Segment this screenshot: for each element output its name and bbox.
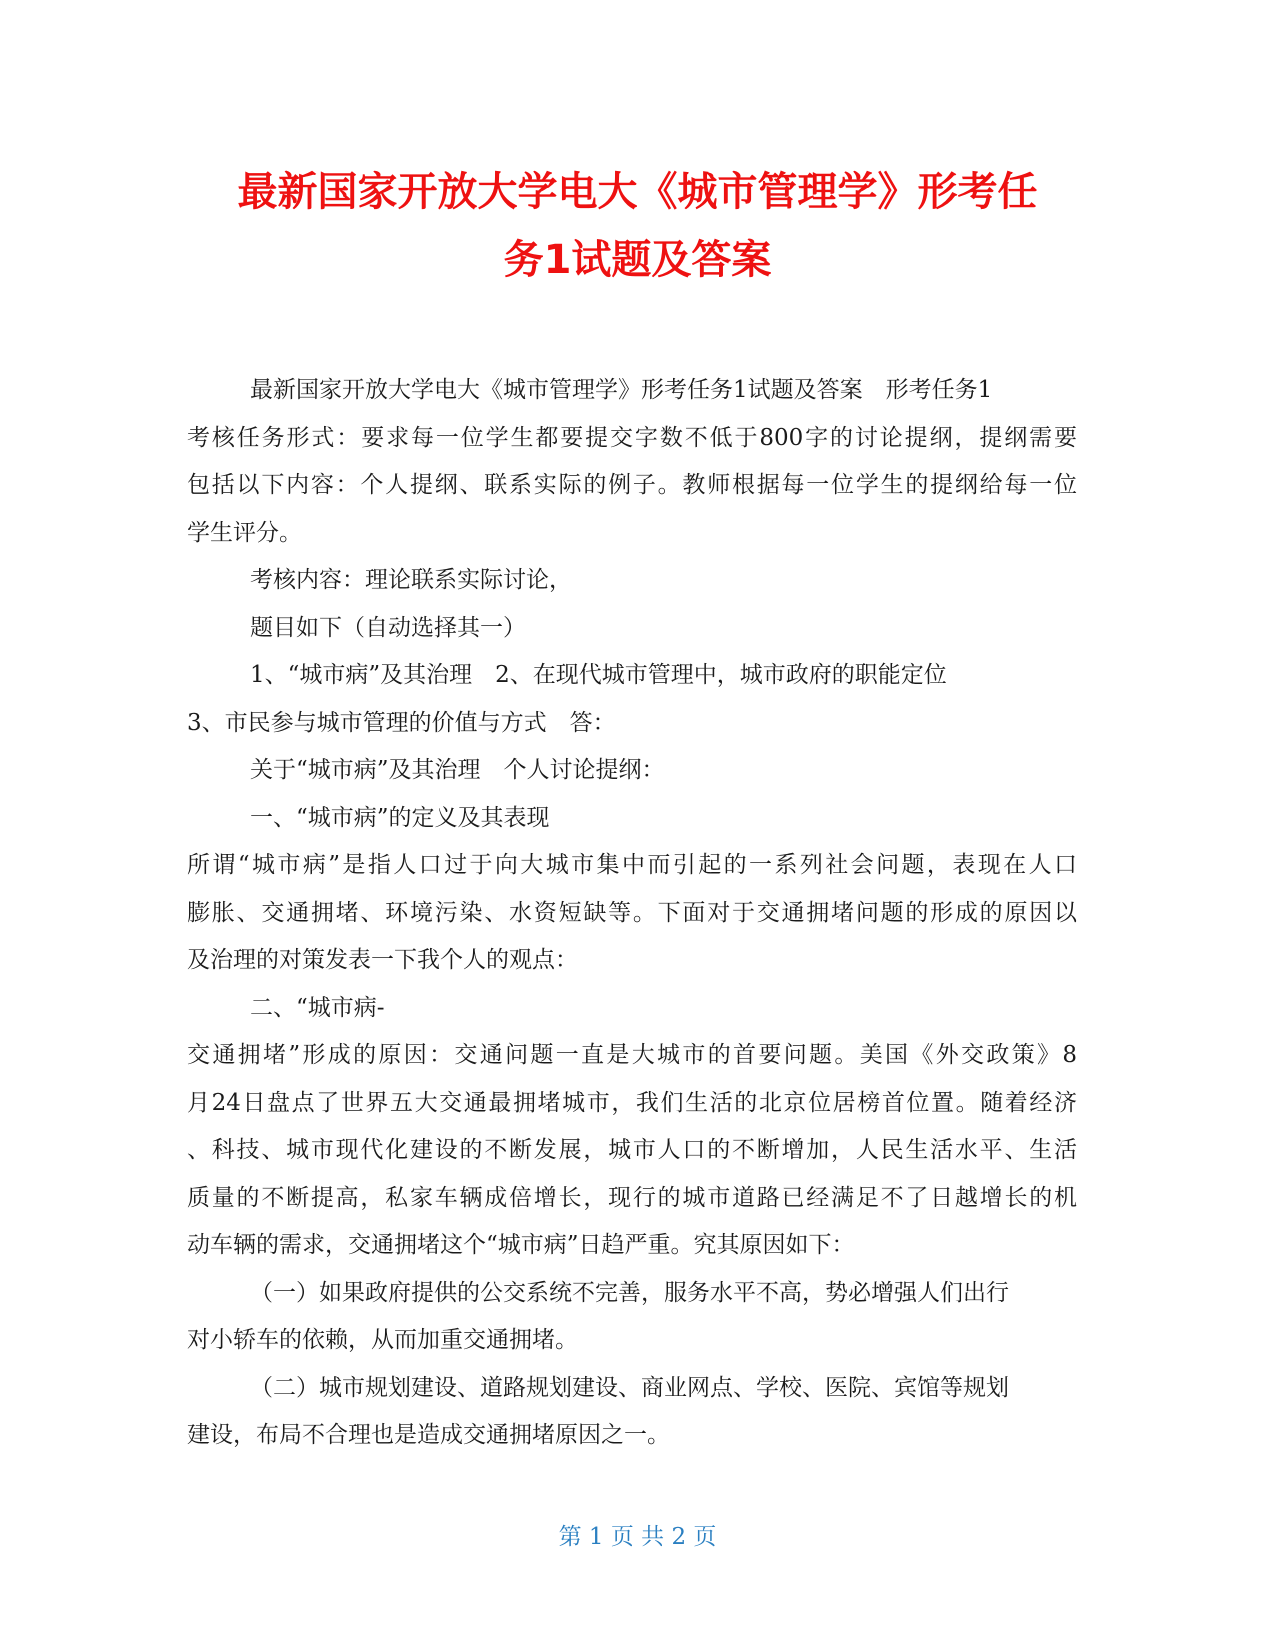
paragraph-line: 动车辆的需求，交通拥堵这个“城市病”日趋严重。究其原因如下： bbox=[187, 1232, 855, 1258]
paragraph-line: 1、“城市病”及其治理 2、在现代城市管理中，城市政府的职能定位 bbox=[250, 662, 947, 688]
document-title bbox=[180, 158, 1095, 294]
paragraph-line: 对小轿车的依赖，从而加重交通拥堵。 bbox=[187, 1327, 578, 1353]
paragraph-line: 学生评分。 bbox=[187, 519, 302, 546]
paragraph-line: 质量的不断提高，私家车辆成倍增长，现行的城市道路已经满足不了日越增长的机 bbox=[187, 1184, 1077, 1211]
title-line-1: 最新国家开放大学电大《城市管理学》形考任 bbox=[237, 169, 1038, 215]
page-footer: 第 1 页 共 2 页 bbox=[558, 1524, 717, 1550]
paragraph-line: 题目如下（自动选择其一） bbox=[250, 614, 526, 641]
paragraph-line: 关于“城市病”及其治理 个人讨论提纲： bbox=[250, 757, 665, 783]
paragraph-line: 所谓“城市病”是指人口过于向大城市集中而引起的一系列社会问题，表现在人口 bbox=[187, 852, 1077, 878]
paragraph-line: 最新国家开放大学电大《城市管理学》形考任务1试题及答案 形考任务1 bbox=[250, 377, 993, 403]
paragraph-line: 月24日盘点了世界五大交通最拥堵城市，我们生活的北京位居榜首位置。随着经济 bbox=[187, 1089, 1077, 1116]
paragraph-line: 3、市民参与城市管理的价值与方式 答： bbox=[187, 709, 616, 736]
section-heading: 二、“城市病- bbox=[250, 994, 385, 1021]
paragraph-line: 膨胀、交通拥堵、环境污染、水资短缺等。下面对于交通拥堵问题的形成的原因以 bbox=[187, 899, 1077, 926]
document-body bbox=[187, 367, 1077, 1460]
section-heading: 一、“城市病”的定义及其表现 bbox=[250, 804, 550, 831]
paragraph-line: 、科技、城市现代化建设的不断发展，城市人口的不断增加，人民生活水平、生活 bbox=[187, 1137, 1077, 1163]
paragraph-line: 建设，布局不合理也是造成交通拥堵原因之一。 bbox=[187, 1422, 670, 1448]
paragraph-line: 交通拥堵”形成的原因：交通问题一直是大城市的首要问题。美国《外交政策》8 bbox=[187, 1042, 1077, 1068]
paragraph-line: 及治理的对策发表一下我个人的观点： bbox=[187, 947, 578, 973]
paragraph-line: 考核内容：理论联系实际讨论， bbox=[250, 567, 572, 593]
paragraph-line: 考核任务形式：要求每一位学生都要提交字数不低于800字的讨论提纲，提纲需要 bbox=[187, 424, 1077, 451]
paragraph-line: （二）城市规划建设、道路规划建设、商业网点、学校、医院、宾馆等规划 bbox=[250, 1374, 1009, 1401]
paragraph-line: （一）如果政府提供的公交系统不完善，服务水平不高，势必增强人们出行 bbox=[250, 1279, 1009, 1306]
paragraph-line: 包括以下内容：个人提纲、联系实际的例子。教师根据每一位学生的提纲给每一位 bbox=[187, 472, 1077, 498]
title-line-2: 务1试题及答案 bbox=[503, 237, 772, 283]
